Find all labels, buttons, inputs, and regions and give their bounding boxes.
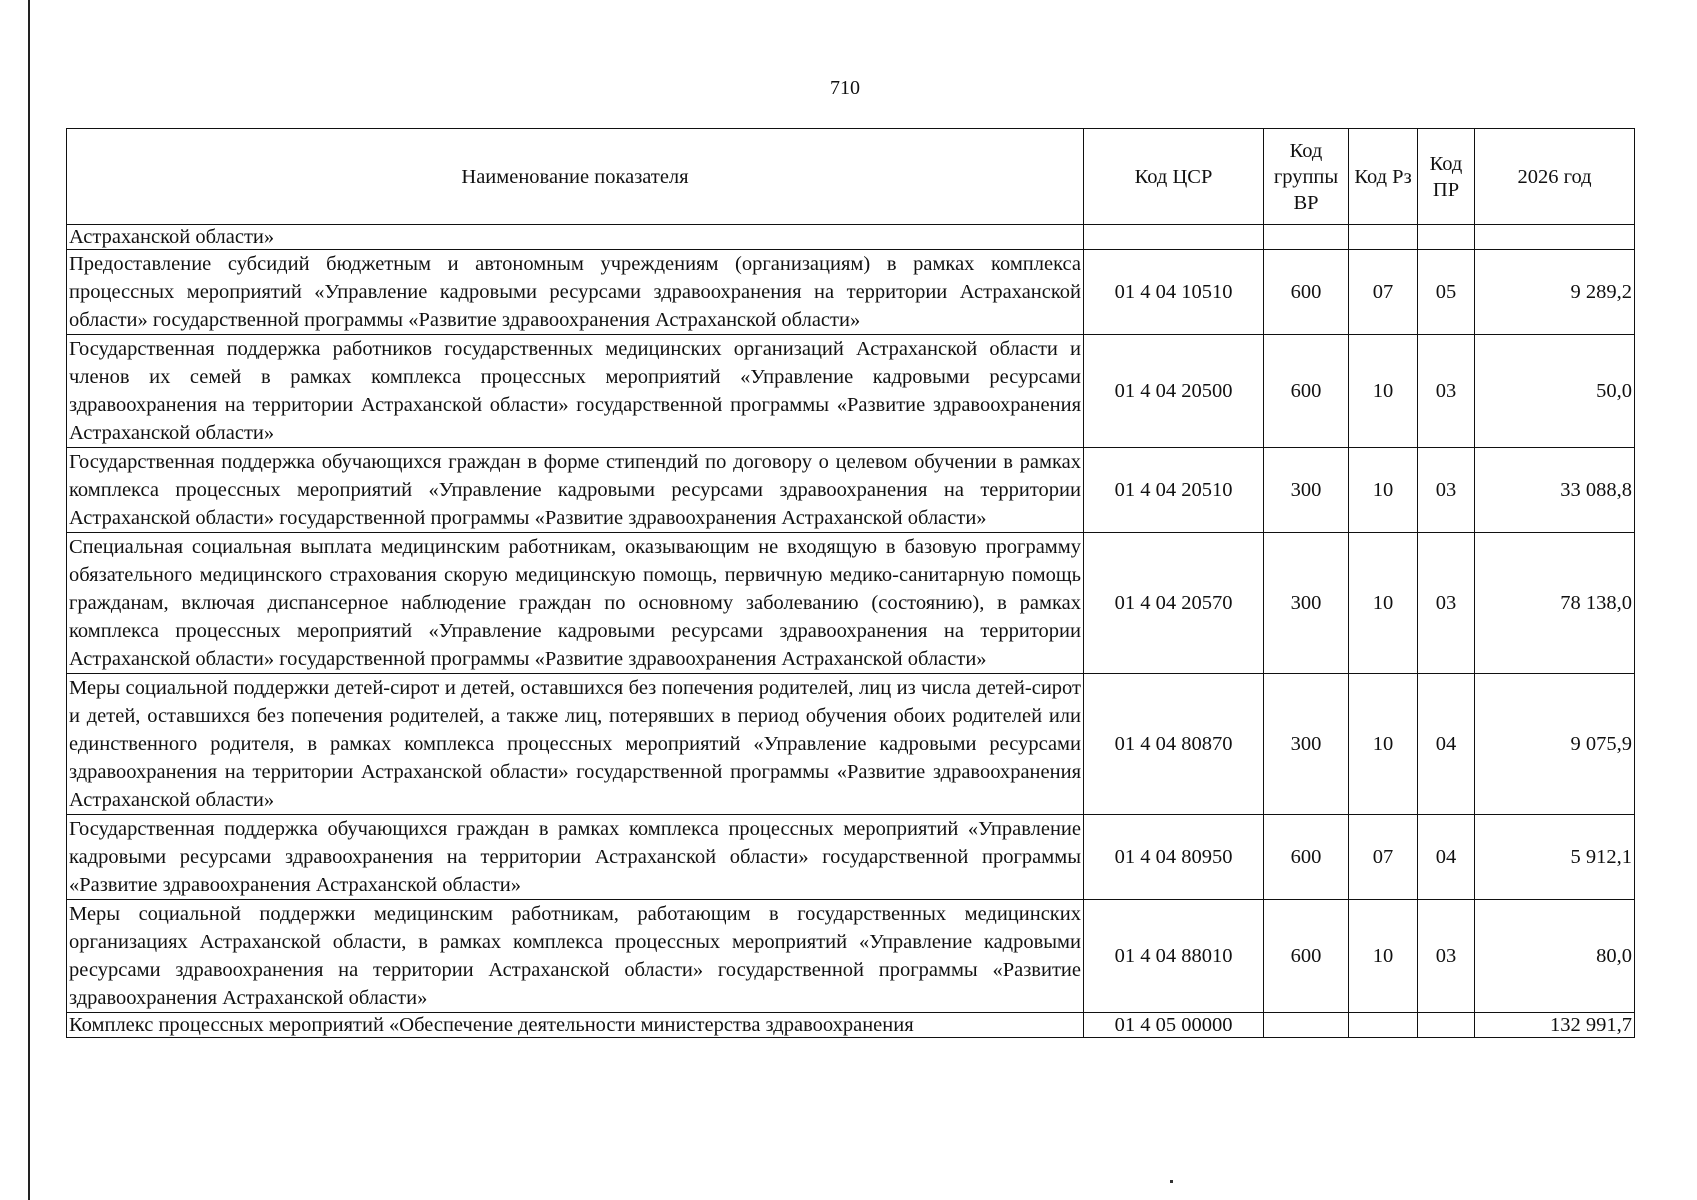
cell-group [1264,1013,1349,1038]
cell-name: Государственная поддержка обучающихся граждан в рамках комплекса процессных мероприятий «Управление кадровыми ресурсами здравоохранения на территории Астраханской области» государственной программы «Развитие здравоохранения Астраханской области» [67,815,1084,900]
cell-amount [1475,225,1635,250]
cell-amount: 50,0 [1475,335,1635,448]
cell-name: Специальная социальная выплата медицинским работникам, оказывающим не входящую в базовую программу обязательного медицинского страхования скорую медицинскую помощь, первичную медико-санитарную помощь гражданам, включая диспансерное наблюдение граждан по основному заболеванию (состоянию), в рамках комплекса процессных мероприятий «Управление кадровыми ресурсами здравоохранения на территории Астраханской области» государственной программы «Развитие здравоохранения Астраханской области» [67,533,1084,674]
table-row [67,815,1635,900]
header-row [67,129,1635,225]
cell-name: Меры социальной поддержки детей-сирот и детей, оставшихся без попечения родителей, лиц из числа детей-сирот и детей, оставшихся без попечения родителей, а также лиц, потерявших в период обучения обоих родителей или единственного родителя, в рамках комплекса процессных мероприятий «Управление кадровыми ресурсами здравоохранения на территории Астраханской области» государственной программы «Развитие здравоохранения Астраханской области» [67,674,1084,815]
cell-pr: 03 [1418,533,1475,674]
table-row [67,250,1635,335]
cell-rz: 07 [1349,250,1418,335]
cell-csr: 01 4 04 88010 [1084,900,1264,1013]
header-rz: Код Рз [1349,129,1418,225]
cell-name: Комплекс процессных мероприятий «Обеспечение деятельности министерства здравоохранения [67,1013,1084,1038]
cell-rz: 10 [1349,900,1418,1013]
header-csr: Код ЦСР [1084,129,1264,225]
cell-amount: 33 088,8 [1475,448,1635,533]
cell-group: 600 [1264,250,1349,335]
cell-group: 600 [1264,335,1349,448]
cell-csr: 01 4 05 00000 [1084,1013,1264,1038]
table-row [67,900,1635,1013]
cell-pr: 04 [1418,815,1475,900]
table-row [67,533,1635,674]
cell-group [1264,225,1349,250]
cell-csr: 01 4 04 20500 [1084,335,1264,448]
table-row-partial [67,1013,1635,1038]
cell-csr [1084,225,1264,250]
cell-pr [1418,225,1475,250]
table-row [67,674,1635,815]
cell-rz: 07 [1349,815,1418,900]
cell-amount: 78 138,0 [1475,533,1635,674]
cell-csr: 01 4 04 10510 [1084,250,1264,335]
cell-pr: 04 [1418,674,1475,815]
cell-amount: 132 991,7 [1475,1013,1635,1038]
cell-group: 300 [1264,674,1349,815]
cell-name: Государственная поддержка обучающихся граждан в форме стипендий по договору о целевом обучении в рамках комплекса процессных мероприятий «Управление кадровыми ресурсами здравоохранения на территории Астраханской области» государственной программы «Развитие здравоохранения Астраханской области» [67,448,1084,533]
scan-speck [1170,1180,1173,1183]
table-body [67,225,1635,1038]
cell-pr: 05 [1418,250,1475,335]
cell-name: Предоставление субсидий бюджетным и автономным учреждениям (организациям) в рамках комплекса процессных мероприятий «Управление кадровыми ресурсами здравоохранения на территории Астраханской области» государственной программы «Развитие здравоохранения Астраханской области» [67,250,1084,335]
budget-table [66,128,1635,1038]
header-name: Наименование показателя [67,129,1084,225]
cell-rz: 10 [1349,533,1418,674]
cell-rz: 10 [1349,335,1418,448]
header-pr: Код ПР [1418,129,1475,225]
table-row [67,448,1635,533]
cell-pr: 03 [1418,335,1475,448]
cell-group: 600 [1264,900,1349,1013]
table-row [67,335,1635,448]
cell-csr: 01 4 04 80950 [1084,815,1264,900]
cell-amount: 9 075,9 [1475,674,1635,815]
header-group: Код группы ВР [1264,129,1349,225]
cell-amount: 9 289,2 [1475,250,1635,335]
cell-csr: 01 4 04 20510 [1084,448,1264,533]
cell-amount: 5 912,1 [1475,815,1635,900]
cell-rz: 10 [1349,674,1418,815]
cell-group: 300 [1264,533,1349,674]
table-row-continued [67,225,1635,250]
cell-name: Государственная поддержка работников государственных медицинских организаций Астраханской области и членов их семей в рамках комплекса процессных мероприятий «Управление кадровыми ресурсами здравоохранения на территории Астраханской области» государственной программы «Развитие здравоохранения Астраханской области» [67,335,1084,448]
cell-rz [1349,225,1418,250]
cell-group: 300 [1264,448,1349,533]
cell-name: Астраханской области» [67,225,1084,250]
cell-pr: 03 [1418,448,1475,533]
cell-csr: 01 4 04 80870 [1084,674,1264,815]
cell-pr [1418,1013,1475,1038]
cell-csr: 01 4 04 20570 [1084,533,1264,674]
scan-edge-line [28,0,30,1200]
cell-name: Меры социальной поддержки медицинским работникам, работающим в государственных медицинских организациях Астраханской области, в рамках комплекса процессных мероприятий «Управление кадровыми ресурсами здравоохранения на территории Астраханской области» государственной программы «Развитие здравоохранения Астраханской области» [67,900,1084,1013]
table-header [67,129,1635,225]
cell-rz: 10 [1349,448,1418,533]
page-number: 710 [830,77,860,99]
cell-amount: 80,0 [1475,900,1635,1013]
cell-pr: 03 [1418,900,1475,1013]
cell-rz [1349,1013,1418,1038]
cell-group: 600 [1264,815,1349,900]
header-amount: 2026 год [1475,129,1635,225]
